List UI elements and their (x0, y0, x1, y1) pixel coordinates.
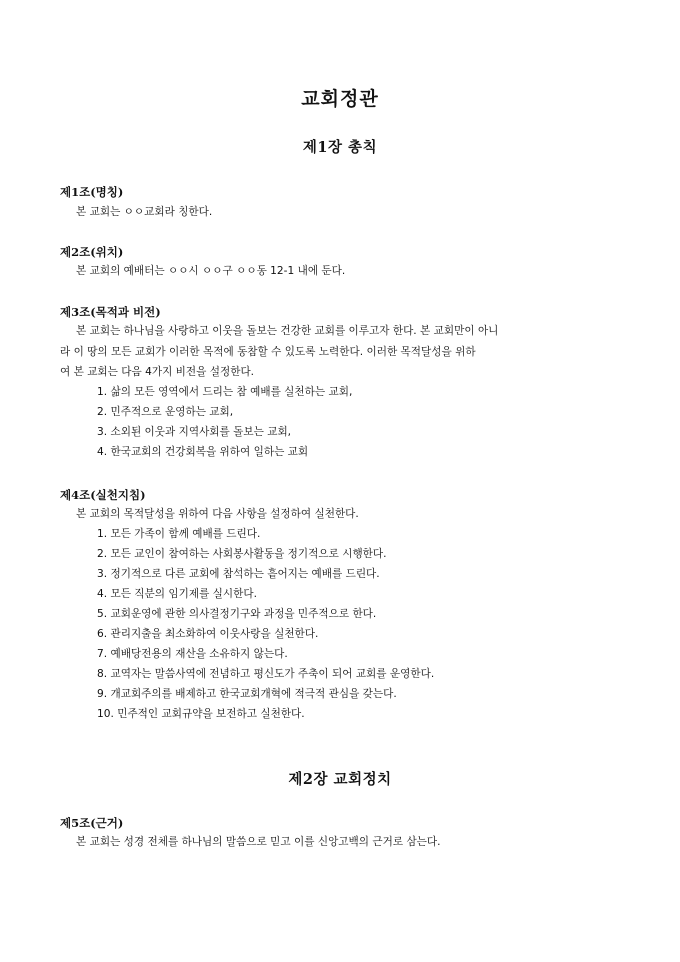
article-4-list-item: 1. 모든 가족이 함께 예배를 드린다. (97, 528, 261, 540)
article-3-list-item: 4. 한국교회의 건강회복을 위하여 일하는 교회 (97, 446, 309, 458)
article-4-list-item: 3. 정기적으로 다른 교회에 참석하는 흩어지는 예배를 드린다. (97, 568, 380, 580)
article-5-heading: 제5조(근거) (60, 816, 124, 830)
article-4-list-item: 6. 관리지출을 최소화하여 이웃사랑을 실천한다. (97, 628, 319, 640)
article-4-list-item: 7. 예배당전용의 재산을 소유하지 않는다. (97, 648, 288, 660)
article-2-heading: 제2조(위치) (60, 245, 124, 259)
article-1-text: 본 교회는 ㅇㅇ교회라 칭한다. (76, 206, 213, 218)
article-1-heading: 제1조(명칭) (60, 185, 124, 199)
article-3-list-item: 3. 소외된 이웃과 지역사회를 돌보는 교회, (97, 426, 292, 438)
chapter-2-heading: 제2장 교회정치 (288, 771, 392, 788)
chapter-1-heading: 제1장 총칙 (302, 139, 378, 156)
article-5-text: 본 교회는 성경 전체를 하나님의 말씀으로 믿고 이를 신앙고백의 근거로 삼는다. (76, 836, 441, 848)
article-3-paragraph-line: 라 이 땅의 모든 교회가 이러한 목적에 동참할 수 있도록 노력한다. 이러한 목적달성을 위하 (60, 346, 476, 358)
article-3-paragraph-line: 본 교회는 하나님을 사랑하고 이웃을 돌보는 건강한 교회를 이루고자 한다. 본 교회만이 아니 (76, 325, 499, 337)
article-4-list-item: 10. 민주적인 교회규약을 보전하고 실천한다. (97, 708, 305, 720)
article-3-heading: 제3조(목적과 비전) (60, 305, 161, 319)
article-3-list-item: 1. 삶의 모든 영역에서 드리는 참 예배를 실천하는 교회, (97, 386, 353, 398)
article-4-list-item: 5. 교회운영에 관한 의사결정기구와 과정을 민주적으로 한다. (97, 608, 377, 620)
article-3-list-item: 2. 민주적으로 운영하는 교회, (97, 406, 234, 418)
article-4-list-item: 4. 모든 직분의 임기제를 실시한다. (97, 588, 257, 600)
article-4-list-item: 9. 개교회주의를 배제하고 한국교회개혁에 적극적 관심을 갖는다. (97, 688, 397, 700)
article-4-intro: 본 교회의 목적달성을 위하여 다음 사항을 설정하여 실천한다. (76, 508, 359, 520)
article-2-text: 본 교회의 예배터는 ㅇㅇ시 ㅇㅇ구 ㅇㅇ동 12-1 내에 둔다. (76, 265, 346, 277)
document-title: 교회정관 (301, 88, 379, 110)
article-4-list-item: 2. 모든 교인이 참여하는 사회봉사활동을 정기적으로 시행한다. (97, 548, 387, 560)
article-4-list-item: 8. 교역자는 말씀사역에 전념하고 평신도가 주축이 되어 교회를 운영한다. (97, 668, 435, 680)
article-3-paragraph-line: 여 본 교회는 다음 4가지 비전을 설정한다. (60, 366, 255, 378)
article-4-heading: 제4조(실천지침) (60, 488, 146, 502)
